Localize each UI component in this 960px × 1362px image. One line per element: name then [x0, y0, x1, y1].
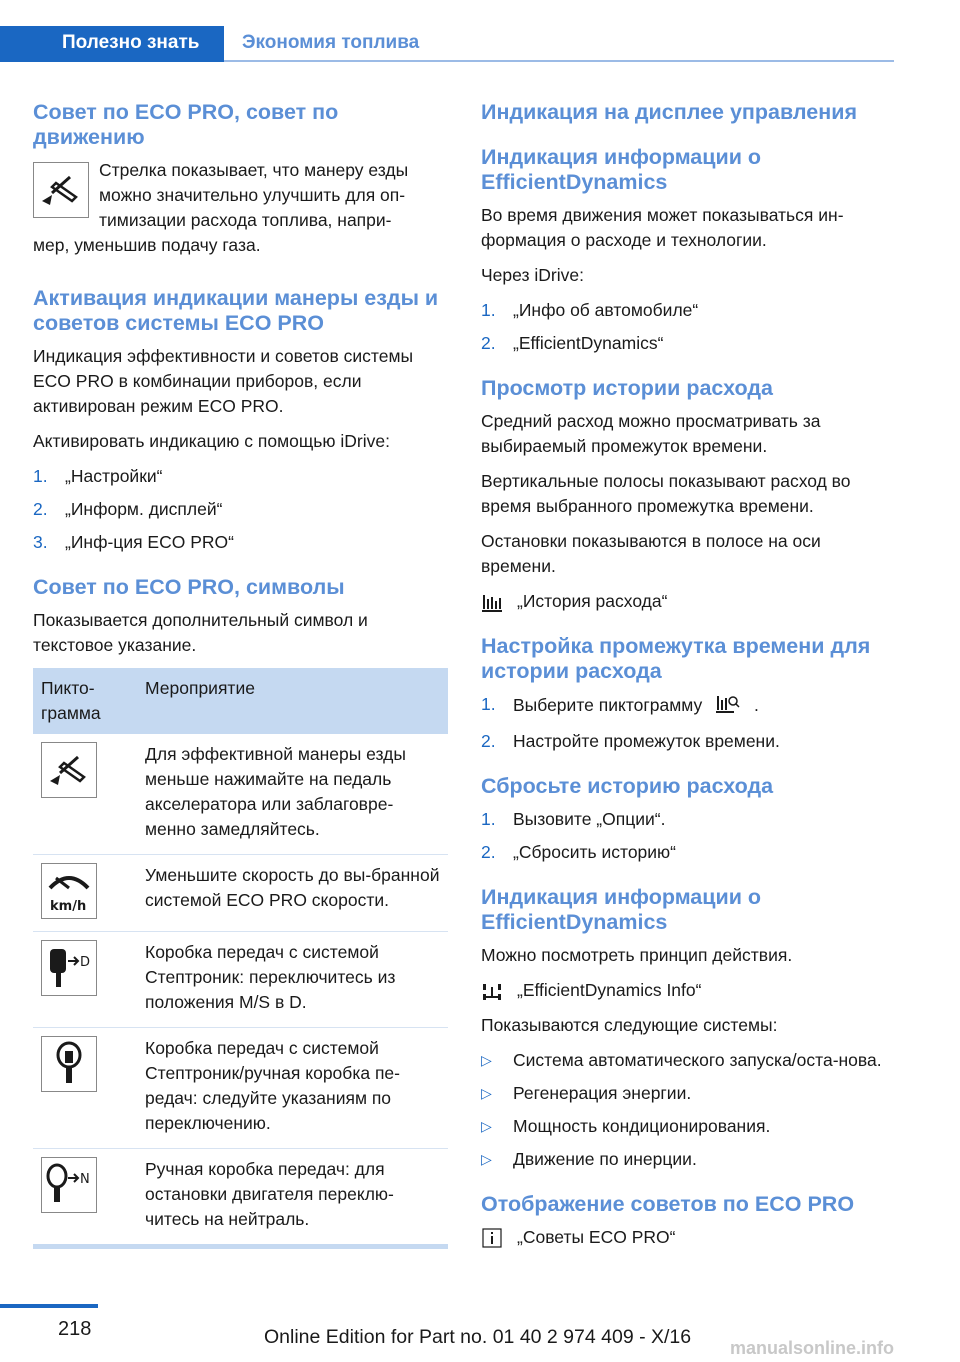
footer-accent-bar — [0, 1304, 98, 1308]
system-text: Мощность кондиционирования. — [513, 1116, 771, 1136]
accelerator-pedal-icon — [41, 742, 97, 798]
table-header-pictogram: Пикто- грамма — [33, 668, 137, 734]
table-row — [33, 855, 448, 932]
gear-lever-n-icon — [41, 1157, 97, 1213]
list-item — [481, 298, 891, 323]
table-row — [33, 1028, 448, 1149]
list-item — [481, 729, 891, 754]
left-column — [33, 100, 448, 1249]
triangle-bullet-icon: ▷ — [481, 1118, 492, 1134]
step-number: 3. — [33, 532, 48, 552]
edition-info: Online Edition for Part no. 01 40 2 974 409 - X/16 — [264, 1326, 692, 1348]
heading-eco-advice: Совет по ECO PRO, совет по движению — [33, 100, 339, 149]
step-number: 2. — [481, 333, 496, 353]
triangle-bullet-icon: ▷ — [481, 1085, 492, 1101]
tab-useful-info[interactable] — [0, 26, 224, 62]
list-item — [481, 1114, 891, 1139]
heading-reset: Сбросьте историю расхода — [481, 774, 774, 798]
list-item — [481, 331, 891, 356]
speedometer-icon — [41, 863, 97, 919]
step-text: „EfficientDynamics“ — [513, 333, 664, 353]
reset-steps — [481, 807, 891, 865]
advice-line-3: тимизации расхода топлива, напри- — [99, 210, 392, 230]
history-icon-line — [481, 589, 891, 614]
row-text: Ручная коробка передач: для остановки двигателя переклю-читесь на нейтраль. — [137, 1149, 448, 1247]
step-text: „Информ. дисплей“ — [65, 499, 223, 519]
history-text-2: Вертикальные полосы показывают расход во время выбранного промежутка времени. — [481, 471, 851, 516]
bar-chart-icon — [481, 591, 503, 613]
history-icon-text: „История расхода“ — [517, 591, 668, 611]
eco-symbols-table — [33, 668, 448, 1249]
row-text: Коробка передач с системой Стептроник/ручная коробка пе-редач: следуйте указаниям по переключению. — [137, 1028, 448, 1149]
row-text: Коробка передач с системой Стептроник: переключитесь из положения M/S в D. — [137, 932, 448, 1028]
info2-text: Можно посмотреть принцип действия. — [481, 945, 793, 965]
heading-tips: Отображение советов по ECO PRO — [481, 1192, 855, 1216]
system-text: Система автоматического запуска/оста-нова. — [513, 1050, 882, 1070]
table-row — [33, 932, 448, 1028]
drivetrain-icon — [481, 980, 503, 1002]
svg-text:D: D — [80, 955, 91, 970]
systems-text: Показываются следующие системы: — [481, 1015, 778, 1035]
accelerator-arrow-icon — [33, 162, 89, 218]
activation-steps — [33, 464, 448, 555]
step-text: „Инфо об автомобиле“ — [513, 300, 699, 320]
step-text: „Инф-ция ECO PRO“ — [65, 532, 234, 552]
list-item — [33, 497, 448, 522]
systems-list — [481, 1048, 891, 1172]
list-item — [33, 530, 448, 555]
gear-lever-icon — [41, 1036, 97, 1092]
activation-text: Индикация эффективности и советов системы ECO PRO в комбинации приборов, если активирован режим ECO PRO. — [33, 346, 414, 416]
step-text: Настройте промежуток времени. — [513, 731, 780, 751]
right-column — [481, 100, 891, 1260]
triangle-bullet-icon: ▷ — [481, 1052, 492, 1068]
step-number: 2. — [481, 842, 496, 862]
triangle-bullet-icon: ▷ — [481, 1151, 492, 1167]
gear-lever-d-icon — [41, 940, 97, 996]
info2-icon-text: „EfficientDynamics Info“ — [517, 980, 702, 1000]
symbols-text: Показывается дополнительный символ и текстовое указание. — [33, 610, 368, 655]
tips-icon-text: „Советы ECO PRO“ — [517, 1227, 676, 1247]
heading-symbols: Совет по ECO PRO, символы — [33, 575, 345, 599]
step-number: 1. — [33, 466, 48, 486]
svg-text:km/h: km/h — [50, 899, 87, 914]
list-item — [481, 1147, 891, 1172]
tab-fuel-economy[interactable]: Экономия топлива — [242, 32, 420, 53]
list-item — [481, 1048, 891, 1073]
table-header-action: Мероприятие — [137, 668, 448, 734]
header-divider — [224, 60, 894, 62]
step-text: Вызовите „Опции“. — [513, 809, 666, 829]
list-item — [481, 1081, 891, 1106]
step-number: 1. — [481, 694, 496, 714]
tips-icon-line — [481, 1225, 891, 1250]
step-number: 1. — [481, 809, 496, 829]
heading-info2: Индикация информации о EfficientDynamics — [481, 885, 762, 934]
system-text: Движение по инерции. — [513, 1149, 697, 1169]
heading-display: Индикация на дисплее управления — [481, 100, 858, 124]
step-number: 1. — [481, 300, 496, 320]
list-item — [481, 692, 891, 721]
row-text: Уменьшите скорость до вы-бранной системой ECO PRO скорости. — [137, 855, 448, 932]
step-text: Выберите пиктограмму — [513, 695, 703, 716]
table-row — [33, 1149, 448, 1247]
step-number: 2. — [481, 731, 496, 751]
svg-text:N: N — [80, 1172, 90, 1187]
advice-line-2: можно значительно улучшить для оп- — [99, 185, 406, 205]
table-header-row — [33, 668, 448, 734]
list-item — [481, 807, 891, 832]
page-number: 218 — [58, 1318, 92, 1340]
via-idrive: Через iDrive: — [481, 265, 584, 285]
info-icon — [481, 1227, 503, 1249]
table-row — [33, 734, 448, 855]
history-text-1: Средний расход можно просматривать за выбираемый промежуток времени. — [481, 411, 821, 456]
activation-idrive: Активировать индикацию с помощью iDrive: — [33, 431, 390, 451]
list-item — [33, 464, 448, 489]
heading-activation: Активация индикации манеры езды и советов системы ECO PRO — [33, 286, 439, 335]
info1-text: Во время движения может показываться ин-формация о расходе и технологии. — [481, 205, 844, 250]
bar-chart-magnifier-icon — [715, 692, 741, 721]
step-text: „Настройки“ — [65, 466, 163, 486]
timerange-steps — [481, 692, 891, 754]
row-text: Для эффективной манеры езды меньше нажимайте на педаль акселератора или заблаговре-менно замедляйтесь. — [137, 734, 448, 855]
info2-icon-line — [481, 978, 891, 1003]
system-text: Регенерация энергии. — [513, 1083, 692, 1103]
tab-useful-info-label: Полезно знать — [62, 32, 200, 53]
heading-history: Просмотр истории расхода — [481, 376, 773, 400]
step-text-end: . — [754, 695, 759, 716]
watermark: manualsonline.info — [730, 1338, 895, 1358]
step-number: 2. — [33, 499, 48, 519]
step-text: „Сбросить историю“ — [513, 842, 677, 862]
list-item — [481, 840, 891, 865]
history-text-3: Остановки показываются в полосе на оси времени. — [481, 531, 821, 576]
advice-paragraph — [33, 158, 448, 258]
heading-info1: Индикация информации о EfficientDynamics — [481, 145, 762, 194]
advice-line-4: мер, уменьшив подачу газа. — [33, 235, 261, 255]
heading-timerange: Настройка промежутка времени для истории расхода — [481, 634, 871, 683]
advice-line-1: Стрелка показывает, что манеру езды — [99, 160, 409, 180]
info1-steps — [481, 298, 891, 356]
page-header — [0, 0, 960, 62]
